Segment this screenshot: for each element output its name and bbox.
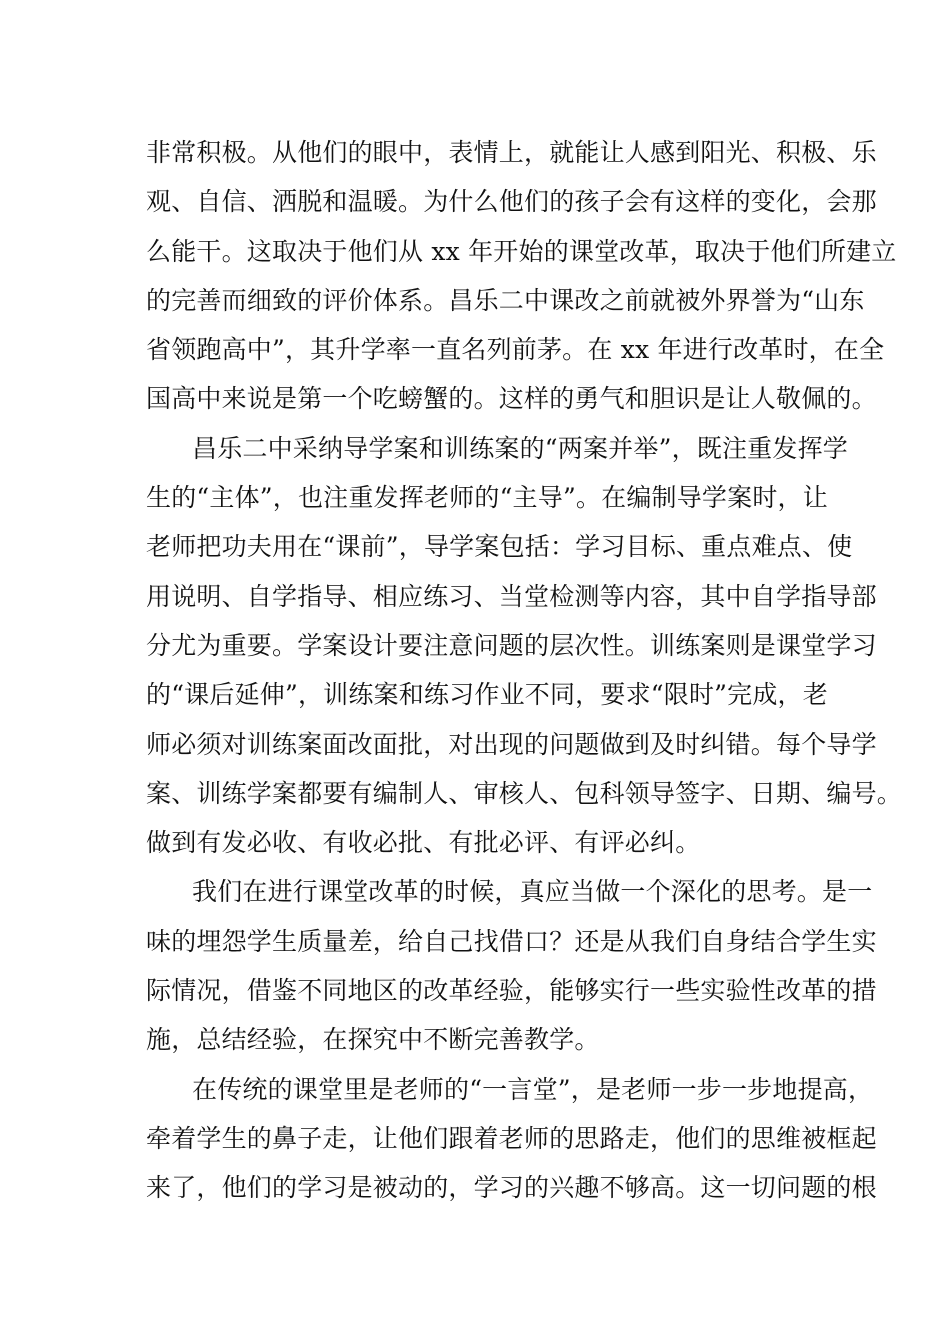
text-line: 味的埋怨学生质量差，给自己找借口？还是从我们自身结合学生实 <box>146 926 877 956</box>
text-line: 际情况，借鉴不同地区的改革经验，能够实行一些实验性改革的措 <box>146 976 877 1006</box>
text-line: 分尤为重要。学案设计要注意问题的层次性。训练案则是课堂学习 <box>146 630 877 660</box>
text-line: 案、训练学案都要有编制人、审核人、包科领导签字、日期、编号。 <box>146 778 903 808</box>
text-line: 用说明、自学指导、相应练习、当堂检测等内容，其中自学指导部 <box>146 581 877 611</box>
text-line: 做到有发必收、有收必批、有批必评、有评必纠。 <box>146 828 701 858</box>
text-line: 的“课后延伸”，训练案和练习作业不同，要求“限时”完成，老 <box>146 680 828 710</box>
text-line: 牵着学生的鼻子走，让他们跟着老师的思路走，他们的思维被框起 <box>146 1123 877 1153</box>
body-text <box>146 128 903 1213</box>
text-line: 生的“主体”，也注重发挥老师的“主导”。在编制导学案时，让 <box>146 483 828 513</box>
text-line: 来了，他们的学习是被动的，学习的兴趣不够高。这一切问题的根 <box>146 1173 877 1203</box>
text-line: 我们在进行课堂改革的时候，真应当做一个深化的思考。是一 <box>192 877 873 907</box>
text-line: 在传统的课堂里是老师的“一言堂”，是老师一步一步地提高， <box>192 1074 874 1104</box>
text-line: 省领跑高中”，其升学率一直名列前茅。在 xx 年进行改革时，在全 <box>146 335 885 365</box>
text-line: 国高中来说是第一个吃螃蟹的。这样的勇气和胆识是让人敬佩的。 <box>146 384 877 414</box>
text-line: 观、自信、洒脱和温暖。为什么他们的孩子会有这样的变化，会那 <box>146 187 877 217</box>
text-line: 的完善而细致的评价体系。昌乐二中课改之前就被外界誉为“山东 <box>146 285 865 315</box>
text-line: 非常积极。从他们的眼中，表情上，就能让人感到阳光、积极、乐 <box>146 138 877 167</box>
text-line: 么能干。这取决于他们从 xx 年开始的课堂改革，取决于他们所建立 <box>146 236 897 266</box>
text-line: 老师把功夫用在“课前”，导学案包括：学习目标、重点难点、使 <box>146 532 853 562</box>
text-line: 师必须对训练案面改面批，对出现的问题做到及时纠错。每个导学 <box>146 729 877 759</box>
text-line: 昌乐二中采纳导学案和训练案的“两案并举”，既注重发挥学 <box>192 433 848 463</box>
text-line: 施，总结经验，在探究中不断完善教学。 <box>146 1025 600 1055</box>
